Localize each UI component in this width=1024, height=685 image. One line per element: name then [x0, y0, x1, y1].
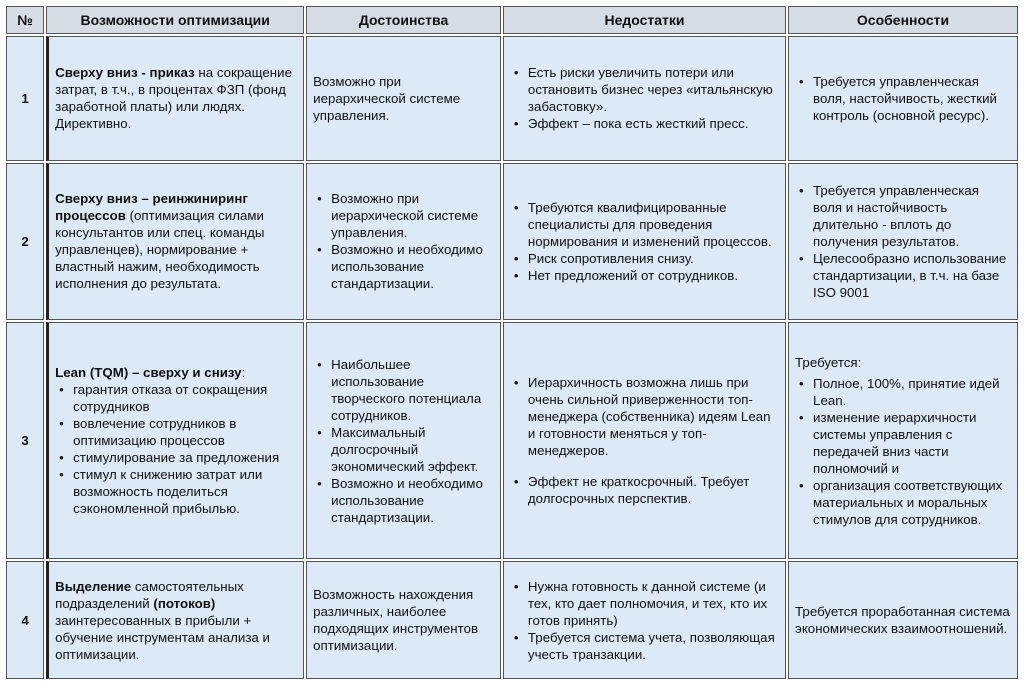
row-number: 4 — [6, 561, 44, 679]
list-item: • Возможно и необходимо использование стандартизации. — [331, 241, 494, 292]
advantage-text: Возможность нахождения различных, наиболее подходящих инструментов оптимизации. — [313, 587, 479, 654]
list-item: • Требуются квалифицированные специалисты для проведения нормирования и изменений процессов. — [528, 199, 779, 250]
row-number: 3 — [6, 322, 44, 559]
header-num: № — [6, 6, 44, 34]
list-item: • стимулирование за предложения — [73, 449, 297, 466]
method-text: : — [241, 365, 246, 380]
method-cell — [46, 36, 304, 161]
method-text: на сокращение затрат, в т.ч., в процентах ФЗП (фонд заработной платы) или людях. Директивно. — [55, 65, 292, 132]
list-item: • Риск сопротивления снизу. — [528, 250, 779, 267]
header-features: Особенности — [788, 6, 1018, 34]
list-item: • Требуется управленческая воля и настойчивость длительно - вплоть до получения результатов. — [813, 182, 1011, 250]
optimization-table — [4, 4, 1020, 681]
list-item: • Эффект – пока есть жесткий пресс. — [528, 115, 779, 132]
list-item: • стимул к снижению затрат или возможность поделиться сэкономленной прибылью. — [73, 466, 297, 517]
list-item: • вовлечение сотрудников в оптимизацию процессов — [73, 415, 297, 449]
features-caption: Требуется: — [795, 354, 862, 370]
method-title: Сверху вниз – реинжиниринг процессов — [55, 191, 248, 224]
features-cell — [788, 561, 1018, 679]
list-item: • Возможно при иерархической системе управления. — [331, 190, 494, 241]
list-item: • гарантия отказа от сокращения сотрудников — [73, 381, 297, 415]
advantages-cell — [306, 322, 501, 559]
disadvantages-list — [510, 199, 779, 284]
list-item: • Нужна готовность к данной системе (и тех, кто дает полномочия, и тех, кто их готов принять) — [528, 578, 779, 629]
table-row — [6, 322, 1018, 559]
list-item: • Требуется управленческая воля, настойчивость, жесткий контроль (основной ресурс). — [813, 73, 1011, 124]
list-item: • Максимальный долгосрочный экономический эффект. — [331, 424, 494, 475]
method-title-2: (потоков) — [153, 595, 216, 611]
row-number: 1 — [6, 36, 44, 161]
disadvantages-cell — [503, 561, 786, 679]
header-advantages: Достоинства — [306, 6, 501, 34]
advantages-cell — [306, 561, 501, 679]
list-item: • Наибольшее использование творческого потенциала сотрудников. — [331, 356, 494, 424]
features-cell — [788, 322, 1018, 559]
method-list — [55, 381, 297, 517]
disadvantages-cell — [503, 322, 786, 559]
method-title: Сверху вниз - приказ — [55, 65, 195, 81]
list-item: • Иерархичность возможна лишь при очень сильной приверженности топ-менеджера (собственника) идеям Lean и готовности меняться у топ-менеджеров. — [528, 374, 779, 459]
method-cell — [46, 561, 304, 679]
features-text: Требуется проработанная система экономических взаимоотношений. — [795, 604, 1010, 637]
header-methods: Возможности оптимизации — [46, 6, 304, 34]
features-list — [795, 182, 1011, 301]
table-row — [6, 561, 1018, 679]
table-row — [6, 163, 1018, 320]
disadvantages-list — [510, 578, 779, 663]
features-cell — [788, 36, 1018, 161]
advantages-list — [313, 190, 494, 292]
list-item: • организация соответствующих материальных и моральных стимулов для сотрудников. — [813, 477, 1011, 528]
disadvantages-cell — [503, 36, 786, 161]
method-cell — [46, 163, 304, 320]
method-text: (оптимизация силами консультантов или спец. команды управленцев), нормирование + властный нажим, необходимость исполнения до результата. — [55, 208, 265, 292]
method-text-2: заинтересованных в прибыли + обучение инструментам анализа и оптимизации. — [55, 612, 270, 662]
disadvantages-cell — [503, 163, 786, 320]
table-row — [6, 36, 1018, 161]
list-item: • изменение иерархичности системы управления с передачей вниз части полномочий и — [813, 409, 1011, 477]
header-row — [6, 6, 1018, 34]
list-item: • Полное, 100%, принятие идей Lean. — [813, 375, 1011, 409]
method-text: самостоятельных подразделений — [55, 578, 244, 611]
row-number: 2 — [6, 163, 44, 320]
list-item: • Есть риски увеличить потери или остановить бизнес через «итальянскую забастовку». — [528, 64, 779, 115]
advantages-cell — [306, 36, 501, 161]
disadvantages-list — [510, 374, 779, 507]
disadvantages-list — [510, 64, 779, 132]
list-item: • Возможно и необходимо использование стандартизации. — [331, 475, 494, 526]
header-disadvantages: Недостатки — [503, 6, 786, 34]
advantages-cell — [306, 163, 501, 320]
advantages-list — [313, 356, 494, 526]
features-list — [795, 375, 1011, 528]
features-list — [795, 73, 1011, 124]
features-cell — [788, 163, 1018, 320]
advantage-text: Возможно при иерархической системе управления. — [313, 73, 461, 123]
list-item: • Требуется система учета, позволяющая учесть транзакции. — [528, 629, 779, 663]
method-cell — [46, 322, 304, 559]
list-item: • Нет предложений от сотрудников. — [528, 267, 779, 284]
list-item: • Эффект не краткосрочный. Требует долгосрочных перспектив. — [528, 473, 779, 507]
method-title: Выделение — [55, 578, 132, 594]
method-title: Lean (TQM) – сверху и снизу — [55, 365, 242, 380]
list-item: • Целесообразно использование стандартизации, в т.ч. на базе ISO 9001 — [813, 250, 1011, 301]
